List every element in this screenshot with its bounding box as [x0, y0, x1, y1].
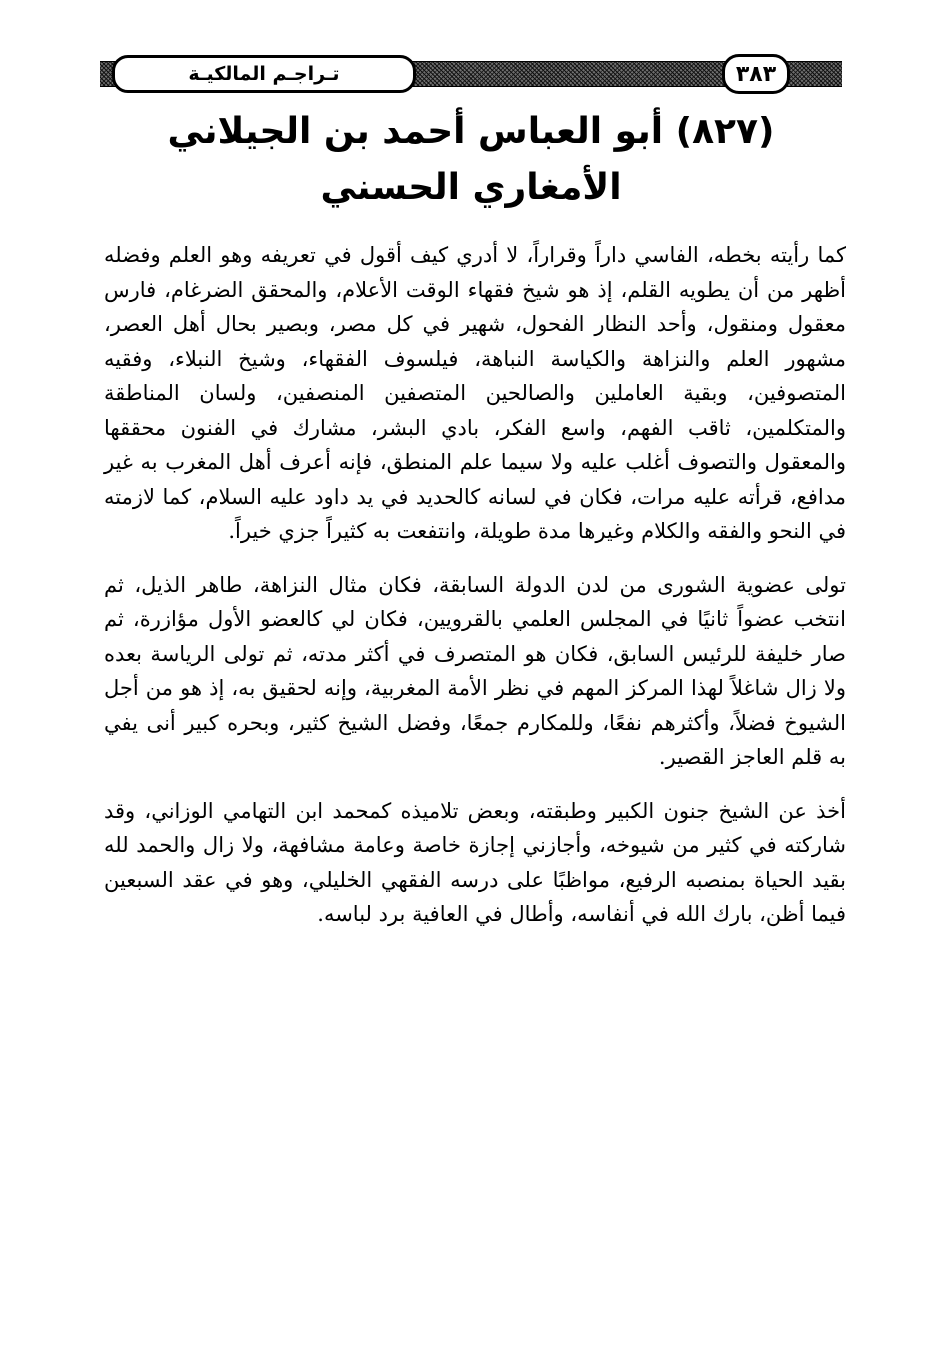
entry-heading: (٨٢٧) أبو العباس أحمد بن الجيلاني الأمغاري الحسني: [167, 111, 775, 208]
running-title: تـراجـم المالكيـة: [112, 55, 416, 93]
page-number: ٣٨٣: [722, 54, 790, 94]
paragraph-positions: تولى عضوية الشورى من لدن الدولة السابقة، فكان مثال النزاهة، طاهر الذيل، ثم انتخب عضواً ثانيًا في المجلس العلمي بالقرويين، فكان لي كالعضو الأول مؤازرة، ثم صار خليفة للرئيس السابق، فكان هو المتصرف في أكثر مدته، ثم تولى الرياسة بعده ولا زال شاغلاً لهذا المركز المهم في نظر الأمة المغربية، وإنه لحقيق به، إذ هو من أجل الشيوخ فضلاً، وأكثرهم نفعًا، وللمكارم جمعًا، وفضل الشيخ كثير، وبحره كبير أنى يفي به قلم العاجز القصير.: [104, 572, 846, 769]
paragraph-teachers: أخذ عن الشيخ جنون الكبير وطبقته، وبعض تلاميذه كمحمد ابن التهامي الوزاني، وقد شاركته في كثير من شيوخه، وأجازني إجازة خاصة وعامة مشافهة، ولا زال والحمد لله بقيد الحياة بمنصبه الرفيع، مواظبًا على درسه الفقهي الخليلي، وهو في عقد السبعين فيما أظن، بارك الله في أنفاسه، وأطال في العافية برد لباسه.: [104, 798, 846, 926]
paragraph-biography: كما رأيته بخطه، الفاسي داراً وقراراً، لا أدري كيف أقول في تعريفه وهو العلم وفضله أظهر من أن يطويه القلم، إذ هو شيخ فقهاء الوقت الأعلام، والمحقق الضرغام، فارس معقول ومنقول، وأحد النظار الفحول، شهير في كل مصر، وبصير بحال أهل العصر، مشهور العلم والنزاهة والكياسة النباهة، فيلسوف الفقهاء، وشيخ النبلاء، وفقيه المتصوفين، وبقية العاملين والصالحين المتصفين المنصفين، ولسان المناطقة والمتكلمين، ثاقب الفهم، واسع الفكر، بادي البشر، مشارك في الفنون محققها والمعقول والتصوف أغلب عليه ولا سيما علم المنطق، فإنه أعرف أهل المغرب به غير مدافع، قرأته عليه مرات، فكان في لسانه كالحديد في يد داود عليه السلام، كما لازمته في النحو والفقه والكلام وغيرها مدة طويلة، وانتفعت به كثيراً جزي خيراً.: [104, 243, 846, 543]
running-header: [100, 53, 842, 93]
entry-body: [104, 238, 846, 932]
